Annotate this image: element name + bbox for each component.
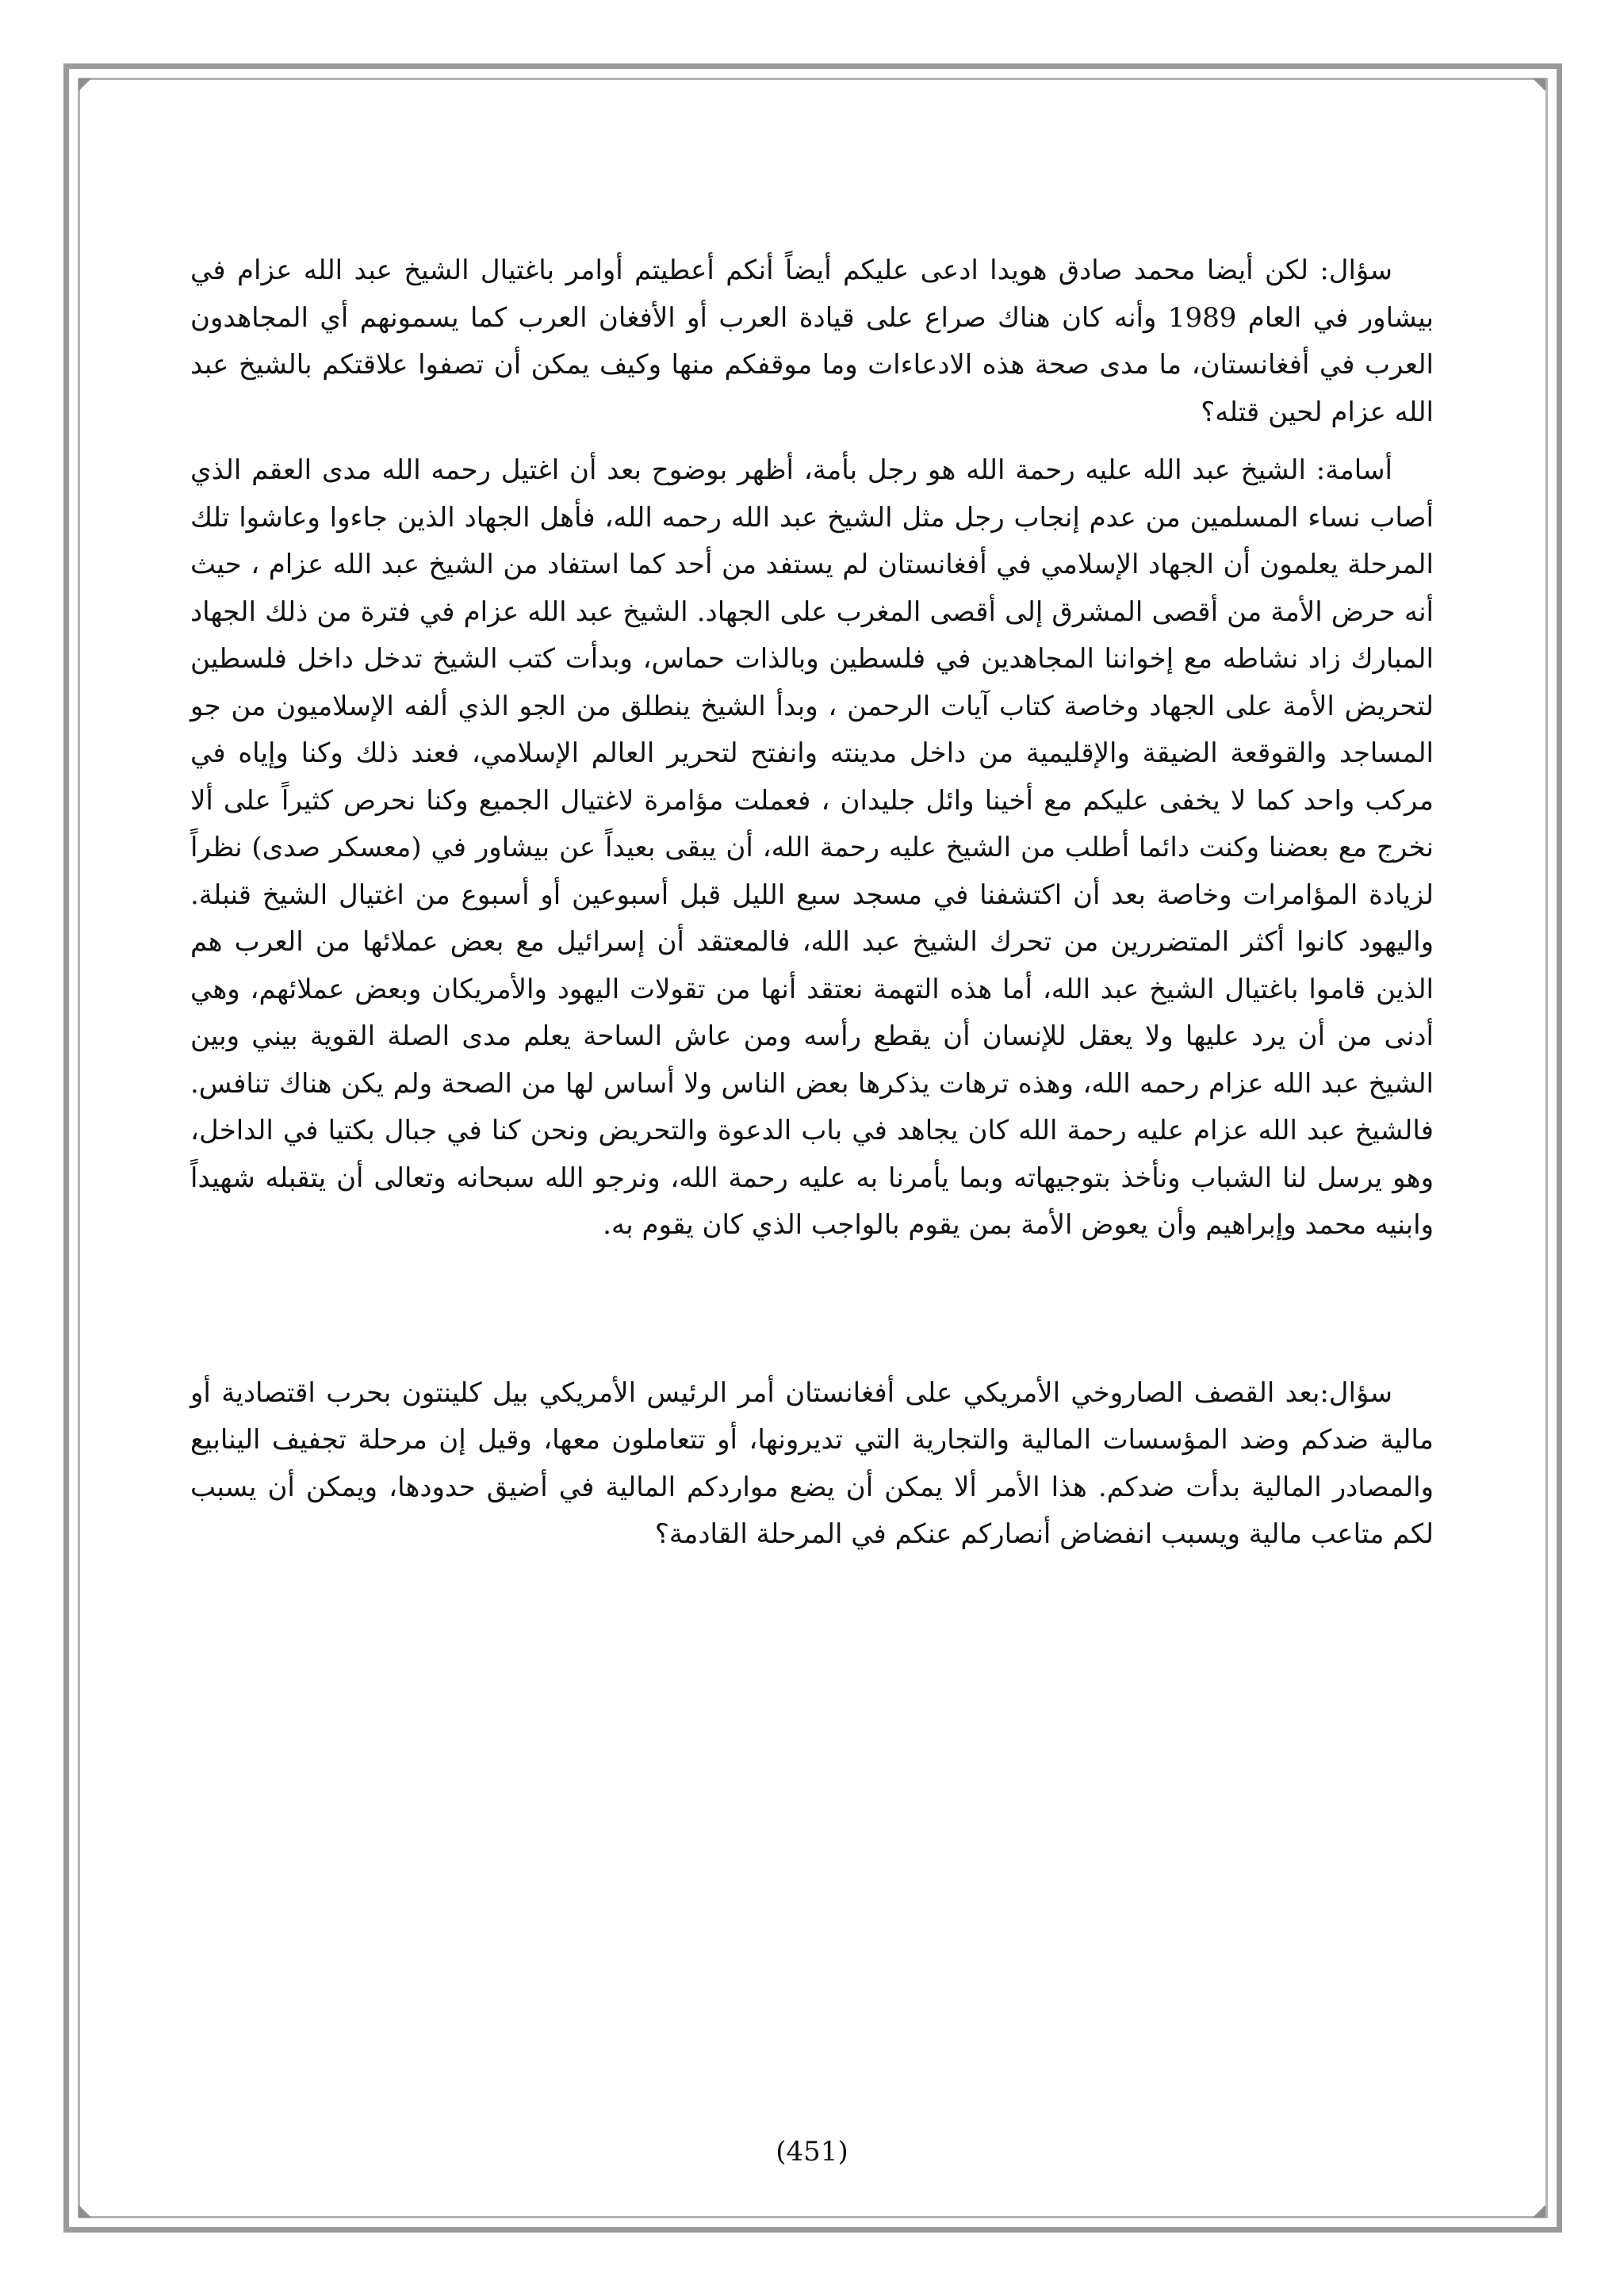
document-body xyxy=(190,247,1434,1559)
border-corner-ornament xyxy=(79,2205,91,2218)
answer-paragraph: أسامة: الشيخ عبد الله عليه رحمة الله هو رجل بأمة، أظهر بوضوح بعد أن اغتيل رحمه الله مدى العقم الذي أصاب نساء المسلمين من عدم إنجاب رجل مثل الشيخ عبد الله رحمه الله، فأهل الجهاد الذين جاءوا وعاشوا تلك المرحلة يعلمون أن الجهاد الإسلامي في أفغانستان لم يستفد من أحد كما استفاد من الشيخ عبد الله عزام ، حيث أنه حرض الأمة من أقصى المشرق إلى أقصى المغرب على الجهاد. الشيخ عبد الله عزام في فترة من ذلك الجهاد المبارك زاد نشاطه مع إخواننا المجاهدين في فلسطين وبالذات حماس، وبدأت كتب الشيخ تدخل داخل فلسطين لتحريض الأمة على الجهاد وخاصة كتاب آيات الرحمن ، وبدأ الشيخ ينطلق من الجو الذي ألفه الإسلاميون من جو المساجد والقوقعة الضيقة والإقليمية من داخل مدينته وانفتح لتحرير العالم الإسلامي، فعند ذلك وكنا وإياه في مركب واحد كما لا يخفى عليكم مع أخينا وائل جليدان ، فعملت مؤامرة لاغتيال الجميع وكنا نحرص كثيراً على ألا نخرج مع بعضنا وكنت دائما أطلب من الشيخ عليه رحمة الله، أن يبقى بعيداً عن بيشاور في (معسكر صدى) نظراً لزيادة المؤامرات وخاصة بعد أن اكتشفنا في مسجد سبع الليل قبل أسبوعين أو أسبوع من اغتيال الشيخ قنبلة. واليهود كانوا أكثر المتضررين من تحرك الشيخ عبد الله، فالمعتقد أن إسرائيل مع بعض عملائها من العرب هم الذين قاموا باغتيال الشيخ عبد الله، أما هذه التهمة نعتقد أنها من تقولات اليهود والأمريكان وبعض عملائهم، وهي أدنى من أن يرد عليها ولا يعقل للإنسان أن يقطع رأسه ومن عاش الساحة يعلم مدى الصلة القوية بيني وبين الشيخ عبد الله عزام رحمه الله، وهذه ترهات يذكرها بعض الناس ولا أساس لها من الصحة ولم يكن هناك تنافس. فالشيخ عبد الله عزام عليه رحمة الله كان يجاهد في باب الدعوة والتحريض ونحن كنا في جبال بكتيا في الداخل، وهو يرسل لنا الشباب ونأخذ بتوجيهاته وبما يأمرنا به عليه رحمة الله، ونرجو الله سبحانه وتعالى أن يتقبله شهيداً وابنيه محمد وإبراهيم وأن يعوض الأمة بمن يقوم بالواجب الذي كان يقوم به. xyxy=(190,454,1434,1241)
border-corner-ornament xyxy=(1533,78,1545,91)
question-paragraph: سؤال:بعد القصف الصاروخي الأمريكي على أفغانستان أمر الرئيس الأمريكي بيل كلينتون بحرب اقتصادية أو مالية ضدكم وضد المؤسسات المالية والتجارية التي تديرونها، أو تتعاملون معها، وقيل إن مرحلة تجفيف الينابيع والمصادر المالية بدأت ضدكم. هذا الأمر ألا يمكن أن يضع مواردكم المالية في أضيق حدودها، ويمكن أن يسبب لكم متاعب مالية ويسبب انفضاض أنصاركم عنكم في المرحلة القادمة؟ xyxy=(190,1376,1434,1550)
border-corner-ornament xyxy=(79,78,91,91)
question-paragraph: سؤال: لكن أيضا محمد صادق هويدا ادعى عليكم أيضاً أنكم أعطيتم أوامر باغتيال الشيخ عبد الله عزام في بيشاور في العام 1989 وأنه كان هناك صراع على قيادة العرب أو الأفغان العرب كما يسمونهم أي المجاهدون العرب في أفغانستان، ما مدى صحة هذه الادعاءات وما موقفكم منها وكيف يمكن أن تصفوا علاقتكم بالشيخ عبد الله عزام لحين قتله؟ xyxy=(190,254,1434,428)
border-corner-ornament xyxy=(1533,2205,1545,2218)
page-number: (451) xyxy=(776,2136,848,2168)
